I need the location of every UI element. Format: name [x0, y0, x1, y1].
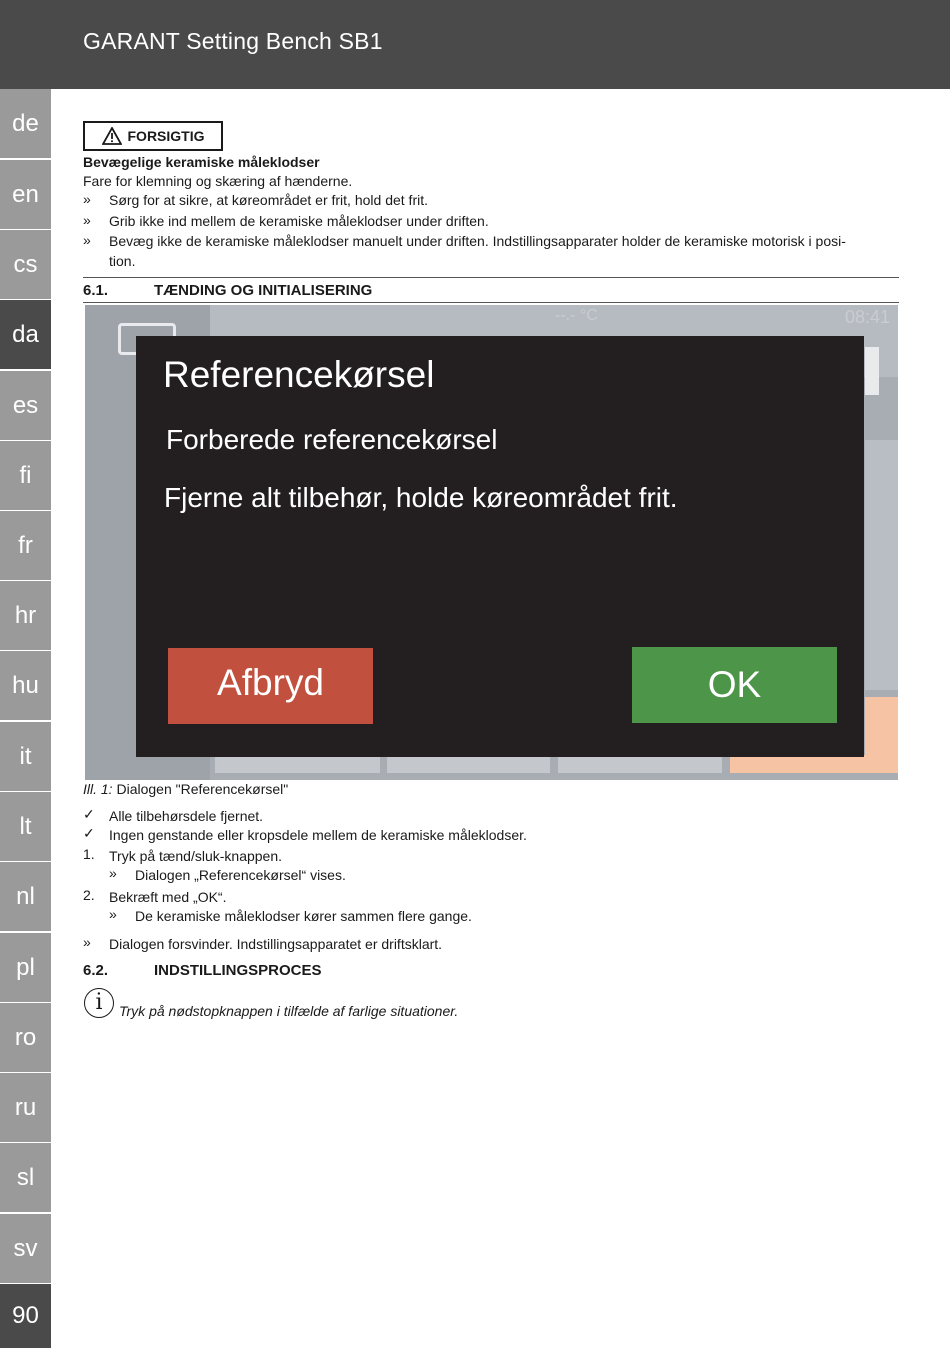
lang-tab-fr[interactable]: fr — [0, 511, 51, 580]
precondition: Alle tilbehørsdele fjernet. — [109, 808, 264, 824]
info-icon: i — [84, 988, 114, 1018]
dialog-message: Fjerne alt tilbehør, holde køreområdet frit. — [164, 482, 678, 513]
step-number: 1. — [83, 846, 95, 862]
lang-tab-ru[interactable]: ru — [0, 1073, 51, 1142]
screen-time: 08:41 — [845, 307, 891, 327]
figure-caption — [83, 781, 288, 797]
lang-tab-de[interactable]: de — [0, 89, 51, 158]
result-marker: » — [109, 865, 117, 881]
divider — [83, 302, 899, 303]
lang-tab-en[interactable]: en — [0, 160, 51, 229]
step-text: Bekræft med „OK“. — [109, 889, 227, 905]
dialog-subtitle: Forberede referencekørsel — [166, 424, 498, 455]
screen-temperature: --.- °C — [555, 307, 598, 324]
lang-tab-es[interactable]: es — [0, 371, 51, 440]
precondition: Ingen genstande eller kropsdele mellem de keramiske måleklodser. — [109, 827, 527, 843]
step-result: De keramiske måleklodser kører sammen flere gange. — [135, 908, 472, 924]
header-bar — [0, 0, 950, 89]
final-result: Dialogen forsvinder. Indstillingsapparatet er driftsklart. — [109, 936, 443, 952]
section-number: 6.2. — [83, 962, 109, 979]
caution-label: FORSIGTIG — [127, 128, 205, 144]
screen-side-panel — [865, 440, 898, 690]
caution-item: Sørg for at sikre, at køreområdet er frit, hold det frit. — [109, 192, 428, 208]
caution-label-box — [83, 121, 223, 151]
dialog-title: Referencekørsel — [163, 354, 435, 395]
result-marker: » — [109, 906, 117, 922]
screen-tab — [387, 755, 550, 773]
step-result: Dialogen „Referencekørsel“ vises. — [135, 867, 346, 883]
screen-tab — [558, 755, 722, 773]
reference-run-dialog — [136, 336, 864, 757]
section-number: 6.1. — [83, 282, 109, 299]
section-title: TÆNDING OG INITIALISERING — [154, 282, 373, 299]
info-text: Tryk på nødstopknappen i tilfælde af farlige situationer. — [119, 1003, 459, 1019]
bullet-marker: » — [83, 191, 91, 207]
ok-button[interactable]: OK — [632, 647, 837, 723]
caution-item: Grib ikke ind mellem de keramiske måleklodser under driften. — [109, 213, 489, 229]
lang-tab-sv[interactable]: sv — [0, 1214, 51, 1283]
lang-tab-cs[interactable]: cs — [0, 230, 51, 299]
result-marker: » — [83, 934, 91, 950]
lang-tab-lt[interactable]: lt — [0, 792, 51, 861]
lang-tab-hr[interactable]: hr — [0, 581, 51, 650]
screen-tab — [215, 755, 380, 773]
lang-tab-nl[interactable]: nl — [0, 862, 51, 931]
divider — [83, 277, 899, 278]
caution-item-continuation: tion. — [109, 253, 136, 269]
check-icon: ✓ — [83, 806, 95, 822]
lang-tab-fi[interactable]: fi — [0, 441, 51, 510]
document-title: GARANT Setting Bench SB1 — [83, 28, 383, 54]
check-icon: ✓ — [83, 825, 95, 841]
page-number: 90 — [0, 1284, 51, 1348]
screen-tab-active — [730, 755, 898, 773]
caption-text: Dialogen "Referencekørsel" — [112, 781, 289, 797]
lang-tab-hu[interactable]: hu — [0, 651, 51, 720]
screen-field — [865, 347, 879, 395]
bullet-marker: » — [83, 232, 91, 248]
warning-icon — [102, 127, 122, 145]
lang-tab-sl[interactable]: sl — [0, 1143, 51, 1212]
step-text: Tryk på tænd/sluk-knappen. — [109, 848, 283, 864]
caution-heading: Bevægelige keramiske måleklodser — [83, 154, 320, 170]
caution-item: Bevæg ikke de keramiske måleklodser manuelt under driften. Indstillingsapparater holder de keramiske motorisk i posi- — [109, 233, 846, 249]
lang-tab-it[interactable]: it — [0, 722, 51, 791]
lang-tab-pl[interactable]: pl — [0, 933, 51, 1002]
cancel-button[interactable]: Afbryd — [168, 648, 373, 724]
section-title: INDSTILLINGSPROCES — [154, 962, 322, 979]
step-number: 2. — [83, 887, 95, 903]
caution-intro: Fare for klemning og skæring af hænderne. — [83, 173, 353, 189]
lang-tab-da[interactable]: da — [0, 300, 51, 369]
lang-tab-ro[interactable]: ro — [0, 1003, 51, 1072]
bullet-marker: » — [83, 212, 91, 228]
caption-prefix: Ill. 1: — [83, 781, 113, 797]
